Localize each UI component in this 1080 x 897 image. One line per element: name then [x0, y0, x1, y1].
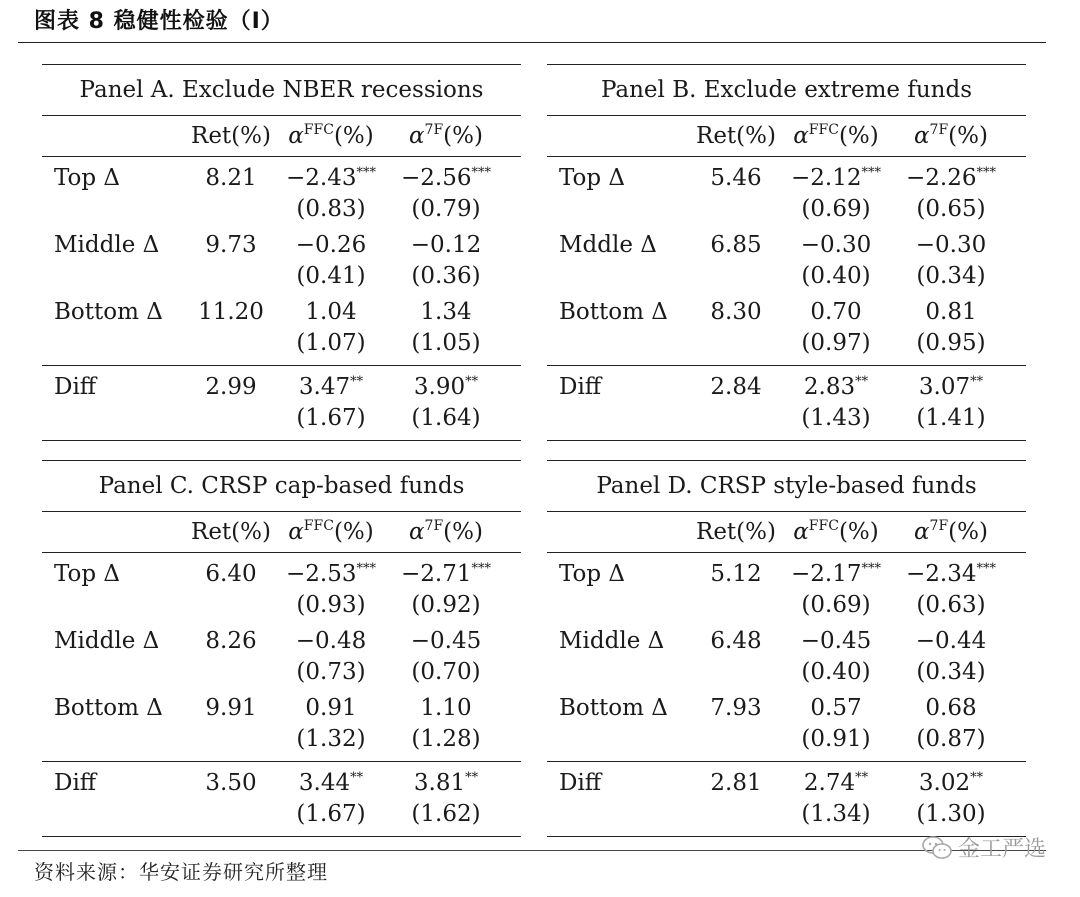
table-row [547, 559, 1026, 590]
watermark [922, 832, 1046, 863]
alpha-ffc-se: (0.69) [801, 196, 871, 222]
header-alpha-ffc-sup: FFC [808, 518, 839, 534]
alpha-ffc-se: (0.73) [296, 659, 366, 685]
row-label-empty [42, 724, 190, 755]
diff-rule [42, 761, 521, 762]
panel-d [547, 460, 1026, 837]
header-alpha-7f-pct: (%) [948, 519, 988, 545]
alpha-7f-se: (1.28) [411, 726, 481, 752]
diff-rule [547, 365, 1026, 366]
alpha-7f [895, 297, 1007, 328]
source-note: 资料来源：华安证券研究所整理 [34, 860, 328, 884]
ret-se-empty [190, 590, 272, 621]
header-label [547, 116, 695, 156]
row-label: Diff [54, 770, 97, 796]
alpha-ffc-significance: *** [861, 165, 881, 181]
table-row [42, 626, 521, 657]
row-label: Diff [559, 770, 602, 796]
alpha-7f-se: (0.63) [916, 592, 986, 618]
panel-b [547, 64, 1026, 441]
ret-value: 5.12 [710, 561, 762, 587]
header-alpha-7f-symbol: α [409, 123, 425, 149]
ret-value: 9.91 [205, 695, 257, 721]
alpha-ffc [777, 163, 895, 194]
alpha-7f [895, 559, 1007, 590]
alpha-7f-se: (0.87) [916, 726, 986, 752]
header-alpha-ffc-symbol: α [793, 519, 809, 545]
ret-value: 7.93 [710, 695, 762, 721]
alpha-7f-significance: ** [465, 374, 479, 390]
ret-se-empty [695, 590, 777, 621]
table-row [42, 372, 521, 403]
alpha-ffc-se: (1.34) [801, 801, 871, 827]
row-label: Bottom Δ [559, 695, 668, 721]
header-ret: Ret(%) [696, 519, 776, 545]
table-row-se [42, 724, 521, 755]
alpha-7f-value: −0.12 [410, 232, 482, 258]
diff-rule [42, 365, 521, 366]
header-alpha-ffc-symbol: α [288, 519, 304, 545]
ret-se-empty [695, 261, 777, 292]
ret-se-empty [695, 194, 777, 225]
alpha-7f-significance: *** [471, 165, 491, 181]
table-row [547, 768, 1026, 799]
alpha-7f-se: (0.95) [916, 330, 986, 356]
alpha-ffc-se: (0.41) [296, 263, 366, 289]
table-row-se [42, 328, 521, 359]
table-row-se [42, 590, 521, 621]
alpha-7f [390, 768, 502, 799]
alpha-7f [895, 626, 1007, 657]
alpha-ffc-se: (0.93) [296, 592, 366, 618]
panel-title: Panel A. Exclude NBER recessions [79, 77, 484, 103]
table-row-se [42, 403, 521, 434]
alpha-ffc [272, 559, 390, 590]
alpha-ffc [272, 626, 390, 657]
alpha-7f-value: −2.26 [906, 165, 977, 191]
alpha-7f-value: −2.71 [401, 561, 472, 587]
header-alpha-7f-pct: (%) [443, 519, 483, 545]
header-row [42, 116, 521, 156]
table-row-se [42, 657, 521, 688]
header-label [547, 512, 695, 552]
header-alpha-ffc-pct: (%) [333, 519, 374, 545]
ret-se-empty [190, 799, 272, 830]
header-rule [42, 552, 521, 553]
panel-title: Panel B. Exclude extreme funds [600, 77, 973, 103]
ret-se-empty [190, 657, 272, 688]
header-alpha-7f [390, 116, 502, 156]
alpha-ffc [777, 372, 895, 403]
alpha-ffc [272, 230, 390, 261]
alpha-ffc-value: −0.26 [295, 232, 367, 258]
row-label: Top Δ [54, 561, 121, 587]
row-label-empty [547, 590, 695, 621]
row-label-empty [42, 328, 190, 359]
figure-title: 图表 8 稳健性检验（I） [34, 9, 284, 34]
header-row [547, 116, 1026, 156]
title-rule [18, 42, 1046, 43]
alpha-7f-value: 0.81 [925, 299, 977, 325]
header-rule [547, 552, 1026, 553]
alpha-7f-value: −2.56 [401, 165, 472, 191]
alpha-7f-value: 3.81 [413, 770, 466, 796]
alpha-7f [390, 626, 502, 657]
header-alpha-7f [895, 512, 1007, 552]
ret-se-empty [190, 403, 272, 434]
alpha-7f [390, 559, 502, 590]
row-label: Bottom Δ [54, 299, 163, 325]
table-row [42, 297, 521, 328]
alpha-ffc-se: (0.40) [801, 659, 871, 685]
table-row [547, 693, 1026, 724]
alpha-ffc-se: (1.43) [801, 405, 871, 431]
header-alpha-7f-sup: 7F [929, 518, 949, 534]
table-row [42, 559, 521, 590]
alpha-7f-se: (1.30) [916, 801, 986, 827]
header-row [42, 512, 521, 552]
header-alpha-ffc-pct: (%) [838, 123, 879, 149]
alpha-7f [390, 163, 502, 194]
header-alpha-7f [895, 116, 1007, 156]
row-label: Middle Δ [54, 628, 160, 654]
ret-value: 2.84 [710, 374, 762, 400]
alpha-7f [390, 372, 502, 403]
alpha-7f-se: (0.79) [411, 196, 481, 222]
alpha-ffc-value: −0.48 [295, 628, 367, 654]
alpha-7f-value: 3.07 [918, 374, 971, 400]
header-alpha-ffc [777, 116, 895, 156]
ret-value: 8.26 [205, 628, 257, 654]
diff-rule [547, 761, 1026, 762]
alpha-7f-significance: ** [970, 374, 984, 390]
header-alpha-7f-sup: 7F [424, 518, 444, 534]
row-label-empty [547, 799, 695, 830]
table-row-se [547, 590, 1026, 621]
alpha-ffc-se: (0.91) [801, 726, 871, 752]
header-label [42, 512, 190, 552]
alpha-ffc-significance: ** [350, 770, 364, 786]
alpha-ffc [272, 372, 390, 403]
row-label-empty [547, 657, 695, 688]
alpha-7f-se: (0.34) [916, 263, 986, 289]
alpha-7f-value: −0.44 [915, 628, 987, 654]
alpha-ffc-se: (0.97) [801, 330, 871, 356]
table-row-se [547, 403, 1026, 434]
table-row-se [547, 657, 1026, 688]
alpha-ffc [777, 230, 895, 261]
alpha-ffc-value: 0.57 [810, 695, 862, 721]
alpha-ffc-se: (1.67) [296, 801, 366, 827]
alpha-ffc-value: −2.43 [286, 165, 357, 191]
alpha-ffc-value: 2.74 [803, 770, 856, 796]
bottom-rule [547, 440, 1026, 441]
alpha-ffc [777, 626, 895, 657]
ret-value: 8.30 [710, 299, 762, 325]
table-row-se [547, 724, 1026, 755]
ret-se-empty [190, 724, 272, 755]
table-row-se [547, 328, 1026, 359]
header-alpha-ffc-symbol: α [793, 123, 809, 149]
row-label-empty [547, 328, 695, 359]
alpha-7f-value: 1.34 [420, 299, 472, 325]
header-alpha-7f [390, 512, 502, 552]
alpha-ffc-value: 3.44 [298, 770, 351, 796]
row-label: Top Δ [559, 561, 626, 587]
row-label-empty [547, 194, 695, 225]
table-row [42, 230, 521, 261]
ret-se-empty [695, 657, 777, 688]
alpha-ffc-value: −2.12 [791, 165, 862, 191]
alpha-7f-significance: *** [471, 561, 491, 577]
alpha-7f [390, 693, 502, 724]
header-ret: Ret(%) [696, 123, 776, 149]
alpha-7f-se: (0.65) [916, 196, 986, 222]
header-alpha-7f-symbol: α [409, 519, 425, 545]
alpha-ffc-significance: *** [356, 561, 376, 577]
alpha-ffc-value: 0.91 [305, 695, 357, 721]
ret-value: 6.40 [205, 561, 257, 587]
row-label-empty [547, 403, 695, 434]
bottom-rule [42, 440, 521, 441]
alpha-ffc-se: (0.69) [801, 592, 871, 618]
alpha-7f-se: (1.62) [411, 801, 481, 827]
alpha-ffc [272, 297, 390, 328]
table-row-se [42, 261, 521, 292]
row-label: Top Δ [559, 165, 626, 191]
header-alpha-ffc [777, 512, 895, 552]
row-label-empty [42, 194, 190, 225]
alpha-ffc-se: (0.83) [296, 196, 366, 222]
table-row-se [547, 194, 1026, 225]
ret-se-empty [695, 403, 777, 434]
table-row [547, 230, 1026, 261]
ret-value: 2.99 [205, 374, 257, 400]
alpha-ffc [777, 559, 895, 590]
wechat-icon [922, 835, 952, 861]
ret-value: 2.81 [710, 770, 762, 796]
row-label: Diff [559, 374, 602, 400]
table-row-se [547, 261, 1026, 292]
row-label: Bottom Δ [559, 299, 668, 325]
table-row [547, 163, 1026, 194]
header-ret: Ret(%) [191, 123, 271, 149]
ret-se-empty [190, 261, 272, 292]
alpha-ffc-significance: ** [855, 770, 869, 786]
alpha-7f-value: 3.90 [413, 374, 466, 400]
header-alpha-7f-sup: 7F [929, 122, 949, 138]
alpha-ffc-value: 3.47 [298, 374, 351, 400]
header-alpha-ffc-sup: FFC [303, 122, 334, 138]
header-alpha-7f-pct: (%) [443, 123, 483, 149]
row-label-empty [42, 261, 190, 292]
alpha-7f-se: (1.05) [411, 330, 481, 356]
table-row [42, 768, 521, 799]
row-label: Middle Δ [559, 628, 665, 654]
table-row [42, 693, 521, 724]
header-alpha-7f-symbol: α [914, 123, 930, 149]
alpha-ffc [272, 163, 390, 194]
row-label-empty [547, 724, 695, 755]
alpha-ffc [272, 693, 390, 724]
alpha-7f-se: (1.64) [411, 405, 481, 431]
alpha-7f [895, 693, 1007, 724]
ret-se-empty [190, 328, 272, 359]
alpha-ffc [777, 693, 895, 724]
alpha-7f-value: −0.45 [410, 628, 482, 654]
header-alpha-ffc-sup: FFC [808, 122, 839, 138]
panel-title: Panel C. CRSP cap-based funds [98, 473, 465, 499]
alpha-ffc-value: −0.45 [800, 628, 872, 654]
ret-value: 11.20 [198, 299, 264, 325]
alpha-ffc-significance: ** [350, 374, 364, 390]
alpha-ffc-value: 2.83 [803, 374, 856, 400]
alpha-7f-significance: *** [976, 165, 996, 181]
table-row-se [42, 799, 521, 830]
header-rule [547, 156, 1026, 157]
panel-a [42, 64, 521, 441]
table-row-se [42, 194, 521, 225]
alpha-7f [390, 230, 502, 261]
ret-value: 3.50 [205, 770, 257, 796]
alpha-ffc [777, 768, 895, 799]
alpha-ffc-se: (1.07) [296, 330, 366, 356]
alpha-ffc-value: −2.17 [791, 561, 862, 587]
alpha-ffc-significance: *** [356, 165, 376, 181]
alpha-ffc-value: −0.30 [800, 232, 872, 258]
bottom-rule [42, 836, 521, 837]
header-alpha-7f-symbol: α [914, 519, 930, 545]
alpha-7f [895, 163, 1007, 194]
row-label: Top Δ [54, 165, 121, 191]
ret-se-empty [695, 799, 777, 830]
header-alpha-7f-sup: 7F [424, 122, 444, 138]
table-row [42, 163, 521, 194]
row-label: Diff [54, 374, 97, 400]
alpha-7f-value: −2.34 [906, 561, 977, 587]
alpha-ffc-significance: ** [855, 374, 869, 390]
row-label-empty [42, 799, 190, 830]
alpha-7f-value: 0.68 [925, 695, 977, 721]
alpha-7f-se: (0.70) [411, 659, 481, 685]
header-rule [42, 156, 521, 157]
ret-value: 5.46 [710, 165, 762, 191]
alpha-ffc-value: 1.04 [305, 299, 357, 325]
alpha-ffc-se: (0.40) [801, 263, 871, 289]
ret-value: 6.48 [710, 628, 762, 654]
header-alpha-ffc-symbol: α [288, 123, 304, 149]
row-label: Mddle Δ [559, 232, 657, 258]
alpha-7f-significance: ** [970, 770, 984, 786]
row-label: Bottom Δ [54, 695, 163, 721]
ret-se-empty [695, 724, 777, 755]
row-label-empty [42, 657, 190, 688]
alpha-7f-se: (0.36) [411, 263, 481, 289]
alpha-7f-se: (0.34) [916, 659, 986, 685]
header-alpha-ffc [272, 512, 390, 552]
header-label [42, 116, 190, 156]
alpha-7f [895, 372, 1007, 403]
panel-c [42, 460, 521, 837]
alpha-ffc-value: 0.70 [810, 299, 862, 325]
footer-rule [18, 850, 1046, 851]
ret-value: 9.73 [205, 232, 257, 258]
table-row-se [547, 799, 1026, 830]
header-alpha-7f-pct: (%) [948, 123, 988, 149]
header-alpha-ffc-pct: (%) [838, 519, 879, 545]
watermark-text: 金工严选 [957, 837, 1046, 862]
ret-se-empty [695, 328, 777, 359]
header-ret: Ret(%) [191, 519, 271, 545]
alpha-7f [895, 768, 1007, 799]
alpha-7f-significance: *** [976, 561, 996, 577]
table-row [547, 297, 1026, 328]
header-alpha-ffc-pct: (%) [333, 123, 374, 149]
alpha-ffc-significance: *** [861, 561, 881, 577]
alpha-ffc [777, 297, 895, 328]
header-alpha-ffc-sup: FFC [303, 518, 334, 534]
alpha-7f-se: (0.92) [411, 592, 481, 618]
alpha-ffc-se: (1.32) [296, 726, 366, 752]
alpha-7f-significance: ** [465, 770, 479, 786]
ret-value: 6.85 [710, 232, 762, 258]
alpha-ffc [272, 768, 390, 799]
panel-title: Panel D. CRSP style-based funds [596, 473, 977, 499]
alpha-7f [895, 230, 1007, 261]
alpha-ffc-value: −2.53 [286, 561, 357, 587]
alpha-7f [390, 297, 502, 328]
ret-se-empty [190, 194, 272, 225]
ret-value: 8.21 [205, 165, 257, 191]
alpha-7f-value: 1.10 [420, 695, 472, 721]
row-label: Middle Δ [54, 232, 160, 258]
alpha-ffc-se: (1.67) [296, 405, 366, 431]
table-row [547, 626, 1026, 657]
row-label-empty [42, 590, 190, 621]
row-label-empty [547, 261, 695, 292]
header-alpha-ffc [272, 116, 390, 156]
alpha-7f-se: (1.41) [916, 405, 986, 431]
row-label-empty [42, 403, 190, 434]
table-row [547, 372, 1026, 403]
alpha-7f-value: 3.02 [918, 770, 971, 796]
alpha-7f-value: −0.30 [915, 232, 987, 258]
header-row [547, 512, 1026, 552]
